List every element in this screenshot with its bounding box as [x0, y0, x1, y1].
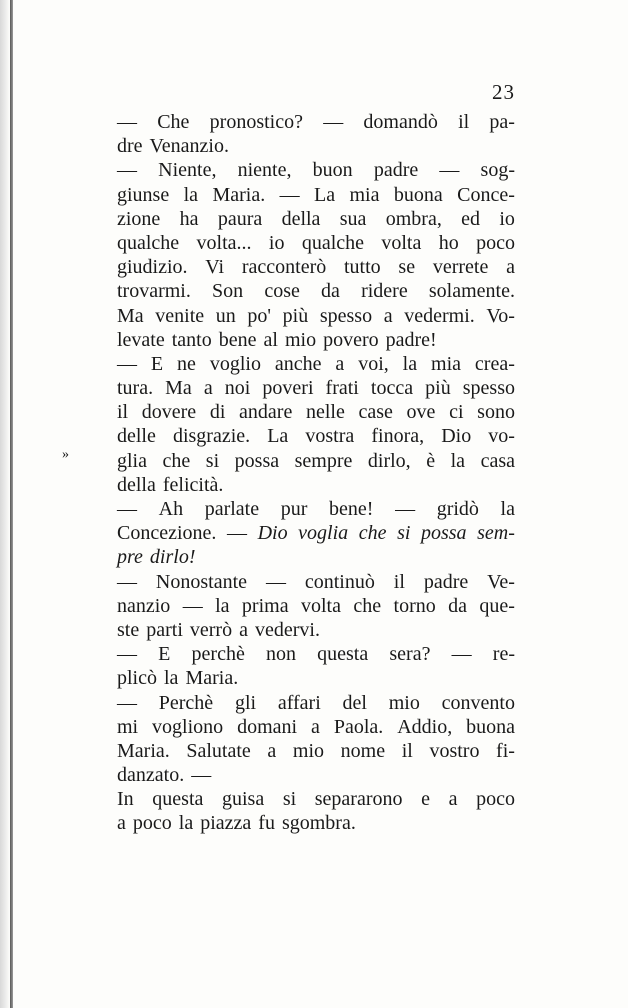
word: mio — [284, 328, 317, 351]
word: vo- — [488, 425, 515, 448]
word: felicità. — [162, 473, 224, 496]
word: prima — [241, 594, 289, 617]
word: racconterò — [241, 256, 327, 279]
word: In — [117, 788, 134, 811]
word: possa — [420, 522, 467, 545]
word: io — [499, 207, 515, 230]
text-line — [117, 691, 515, 715]
word: vostro — [429, 739, 480, 762]
word: bene — [218, 328, 257, 351]
word: sem- — [477, 522, 515, 545]
word: pur — [280, 498, 308, 520]
word: trovarmi. — [117, 280, 191, 303]
word: gridò — [436, 498, 479, 520]
word: io — [268, 231, 285, 254]
word: parlate — [204, 498, 260, 520]
word: dirlo! — [149, 546, 196, 569]
text-line — [117, 424, 515, 448]
word: Ah — [158, 498, 184, 520]
word: poco — [476, 231, 515, 254]
word: sera? — [389, 643, 431, 666]
word: Son — [212, 280, 244, 303]
word: a — [383, 304, 393, 327]
word: tanto — [171, 328, 212, 351]
word: — — [226, 522, 247, 545]
word: poco — [476, 788, 515, 811]
word: il — [401, 739, 413, 762]
word: glia — [117, 449, 147, 472]
word: sono — [477, 401, 515, 424]
word: re- — [492, 643, 515, 666]
text-line — [117, 110, 515, 134]
word: nelle — [305, 401, 345, 424]
word: E — [158, 643, 171, 666]
text-line — [117, 642, 515, 666]
word: più — [425, 377, 451, 400]
word: Dio — [441, 425, 472, 448]
word: a — [203, 377, 213, 400]
word: sua — [339, 207, 367, 230]
text-line — [117, 134, 515, 158]
text-line — [117, 279, 515, 303]
word: il — [393, 570, 405, 593]
word: si — [282, 788, 297, 811]
word: que- — [479, 594, 515, 617]
word: a — [335, 352, 345, 375]
word: Nonostante — [155, 570, 248, 593]
text-line — [117, 255, 515, 279]
word: tura. — [117, 377, 154, 400]
word: padre! — [385, 328, 437, 351]
text-line — [117, 158, 515, 182]
word: della — [117, 473, 156, 496]
word: Salutate — [186, 739, 251, 762]
word: domani — [237, 715, 298, 738]
word: casa — [480, 449, 515, 472]
word: buon — [312, 159, 353, 182]
word: questa — [317, 643, 369, 666]
word: dirlo, — [367, 449, 411, 472]
word: — — [191, 764, 212, 787]
word: ci — [449, 401, 464, 424]
word: ombra, — [385, 207, 442, 230]
text-line — [117, 183, 515, 207]
word: mia — [431, 352, 462, 375]
word: Addio, — [397, 715, 453, 738]
word: è — [426, 449, 436, 472]
text-line — [117, 763, 515, 787]
word: danzato. — [117, 764, 185, 787]
word: bene! — [329, 498, 374, 520]
word: convento — [441, 691, 515, 714]
text-line — [117, 715, 515, 739]
word: sog- — [480, 159, 515, 182]
word: Niente, — [158, 159, 217, 182]
text-line — [117, 570, 515, 594]
word: Dio — [257, 522, 288, 545]
margin-mark: » — [62, 447, 69, 462]
word: volta — [381, 231, 422, 254]
binding-shadow — [0, 0, 10, 1008]
word: questa — [152, 788, 204, 811]
word: perchè — [191, 643, 245, 666]
word: — — [323, 111, 344, 133]
text-line — [117, 376, 515, 400]
text-line — [117, 352, 515, 376]
word: — — [265, 570, 286, 593]
text-line — [117, 473, 515, 497]
text-line — [117, 545, 515, 569]
word: La — [313, 183, 336, 206]
text-line — [117, 811, 515, 835]
word: pronostico? — [209, 111, 303, 133]
word: verrete — [432, 256, 489, 279]
text-line — [117, 449, 515, 473]
word: fi- — [496, 739, 515, 762]
word: ste — [117, 618, 140, 641]
word: parti — [146, 618, 183, 641]
word: La — [267, 425, 289, 448]
word: andare — [239, 401, 293, 424]
word: — — [439, 159, 460, 182]
word: domandò — [363, 111, 438, 133]
word: fu — [258, 812, 275, 835]
text-line — [117, 618, 515, 642]
word: dre — [117, 135, 143, 158]
word: a — [311, 715, 320, 738]
word: sgombra. — [281, 812, 356, 835]
word: nome — [340, 739, 386, 762]
word: il — [458, 111, 470, 133]
word: se — [398, 256, 416, 279]
word: a — [267, 739, 277, 762]
word: noi — [224, 377, 251, 400]
word: ha — [179, 207, 199, 230]
word: e — [421, 788, 430, 811]
word: pa- — [489, 111, 515, 133]
word: voglio — [209, 352, 261, 375]
text-line — [117, 207, 515, 231]
word: ne — [177, 352, 196, 375]
word: la — [178, 812, 194, 835]
word: Maria. — [212, 183, 266, 206]
word: paura — [217, 207, 263, 230]
word: continuò — [304, 570, 375, 593]
word: venite — [155, 304, 205, 327]
word: — — [117, 498, 137, 520]
word: giunse — [117, 183, 170, 206]
word: piazza — [200, 812, 252, 835]
text-line — [117, 666, 515, 690]
page-number: 23 — [492, 80, 515, 104]
word: vedervi. — [254, 618, 320, 641]
word: il — [117, 401, 129, 424]
word: a — [448, 788, 458, 811]
text-line — [117, 231, 515, 255]
word: la — [402, 352, 418, 375]
word: non — [265, 643, 296, 666]
word: al — [263, 328, 278, 351]
word: — — [117, 691, 137, 714]
word: case — [358, 401, 393, 424]
word: dovere — [141, 401, 197, 424]
word: poveri — [262, 377, 314, 400]
word: ove — [406, 401, 436, 424]
word: mi — [117, 715, 139, 738]
word: padre — [373, 159, 419, 182]
text-line — [117, 328, 515, 352]
word: voi, — [358, 352, 389, 375]
word: niente, — [237, 159, 292, 182]
word: vostra — [305, 425, 355, 448]
word: volta... — [196, 231, 252, 254]
word: mio — [388, 691, 420, 714]
word: — — [117, 570, 137, 593]
word: giudizio. — [117, 256, 188, 279]
word: Ma — [117, 304, 144, 327]
word: nanzio — [117, 594, 171, 617]
word: di — [209, 401, 226, 424]
word: a — [506, 256, 515, 279]
text-line — [117, 400, 515, 424]
word: — — [451, 643, 472, 666]
text-line — [117, 521, 515, 545]
text-line — [117, 497, 515, 521]
word: ed — [461, 207, 481, 230]
word: mio — [292, 739, 325, 762]
word: gli — [234, 691, 257, 714]
word: Concezione. — [117, 522, 217, 545]
word: — — [117, 352, 137, 375]
word: Conce- — [457, 183, 515, 206]
word: cose — [264, 280, 300, 303]
word: ridere — [361, 280, 408, 303]
word: povero — [323, 328, 379, 351]
word: voglia — [298, 522, 349, 545]
word: po' — [247, 304, 272, 327]
word: la — [500, 498, 515, 520]
word: — — [395, 498, 416, 520]
word: spesso — [462, 377, 515, 400]
word: crea- — [474, 352, 515, 375]
word: plicò — [117, 667, 157, 690]
word: tocca — [370, 377, 414, 400]
word: spesso — [319, 304, 373, 327]
word: zione — [117, 207, 161, 230]
word: solamente. — [428, 280, 515, 303]
word: — — [117, 159, 137, 182]
word: si — [205, 449, 220, 472]
word: a — [239, 618, 248, 641]
text-line — [117, 739, 515, 763]
word: guisa — [221, 788, 265, 811]
word: Maria. — [117, 739, 170, 762]
word: da — [448, 594, 468, 617]
word: delle — [117, 425, 156, 448]
word: finora, — [371, 425, 425, 448]
word: possa — [234, 449, 280, 472]
word: mia — [349, 183, 380, 206]
word: — — [182, 594, 203, 617]
word: Vi — [205, 256, 225, 279]
word: separarono — [314, 788, 403, 811]
text-line — [117, 787, 515, 811]
word: E — [150, 352, 164, 375]
word: qualche — [117, 231, 180, 254]
word: anche — [274, 352, 322, 375]
body-text — [117, 110, 515, 836]
word: a — [117, 812, 126, 835]
word: vogliono — [152, 715, 224, 738]
word: verrò — [189, 618, 233, 641]
word: volta — [300, 594, 341, 617]
text-line — [117, 304, 515, 328]
word: — — [279, 183, 300, 206]
word: che — [353, 594, 382, 617]
word: — — [117, 111, 137, 133]
word: affari — [277, 691, 321, 714]
word: vedermi. — [404, 304, 475, 327]
word: buona — [466, 715, 515, 738]
word: ho — [438, 231, 459, 254]
word: torno — [393, 594, 436, 617]
word: Paola. — [333, 715, 384, 738]
word: che — [162, 449, 191, 472]
word: Perchè — [158, 691, 214, 714]
word: della — [281, 207, 321, 230]
word: pre — [117, 546, 143, 569]
word: la — [215, 594, 230, 617]
word: — — [117, 643, 137, 666]
word: buona — [393, 183, 443, 206]
binding-edge — [10, 0, 13, 1008]
word: frati — [325, 377, 359, 400]
word: levate — [117, 328, 165, 351]
word: disgrazie. — [172, 425, 251, 448]
word: la — [164, 667, 179, 690]
word: tutto — [344, 256, 381, 279]
word: Ma — [165, 377, 192, 400]
text-line — [117, 594, 515, 618]
word: si — [397, 522, 411, 545]
word: qualche — [301, 231, 365, 254]
word: del — [342, 691, 367, 714]
word: sempre — [294, 449, 353, 472]
word: un — [215, 304, 236, 327]
word: la — [450, 449, 466, 472]
word: poco — [132, 812, 172, 835]
word: più — [282, 304, 309, 327]
word: Vo- — [486, 304, 515, 327]
word: Che — [157, 111, 190, 133]
word: Ve- — [487, 570, 515, 593]
word: che — [358, 522, 387, 545]
word: la — [183, 183, 199, 206]
word: padre — [423, 570, 469, 593]
word: Maria. — [185, 667, 239, 690]
word: da — [321, 280, 340, 303]
word: Venanzio. — [149, 135, 229, 158]
